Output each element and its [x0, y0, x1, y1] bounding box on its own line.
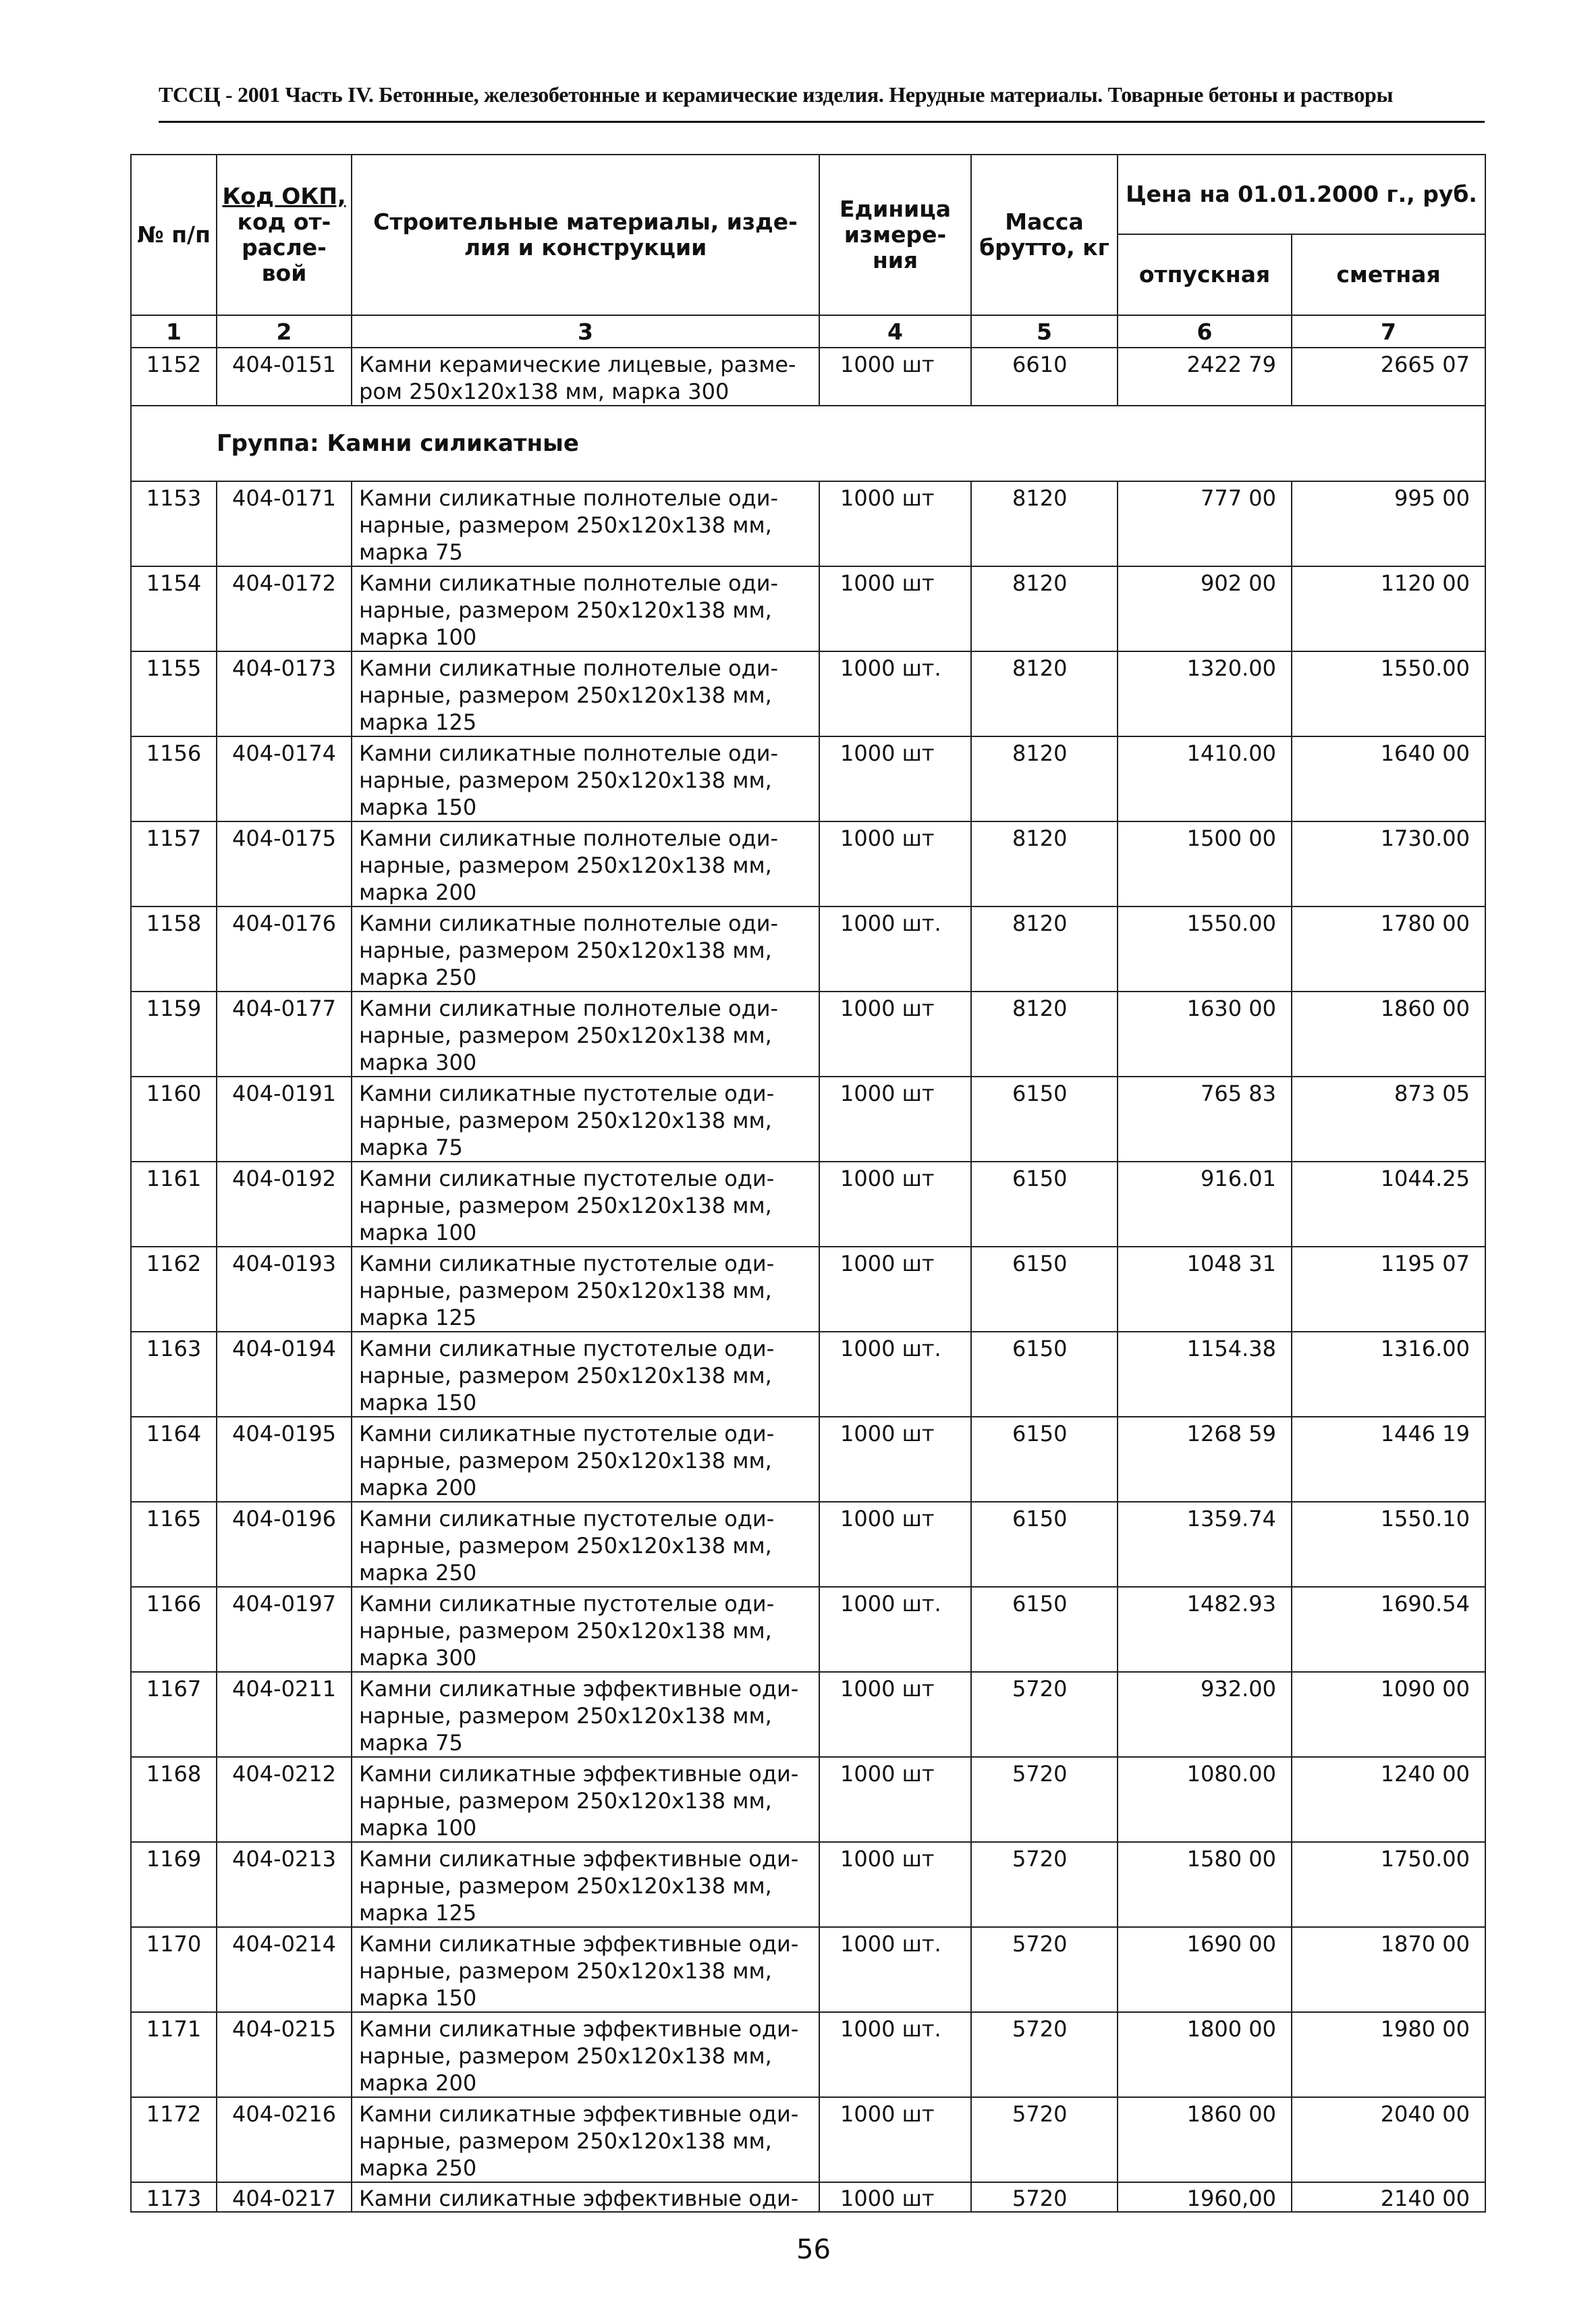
column-number-row: [131, 315, 1485, 348]
row-unit: 1000 шт.: [819, 906, 971, 992]
table-row: [131, 1502, 1485, 1587]
row-code: 404-0193: [217, 1247, 352, 1332]
row-mass: 5720: [971, 1757, 1118, 1842]
row-number: 1170: [131, 1927, 217, 2012]
row-description: Камни силикатные полнотелые оди-нарные, размером 250х120х138 мм, марка 125: [352, 651, 819, 736]
row-unit: 1000 шт: [819, 992, 971, 1077]
table-row: [131, 348, 1485, 406]
row-price-release: 1320.00: [1118, 651, 1292, 736]
row-price-estimate: 1550.10: [1292, 1502, 1485, 1587]
table-row: [131, 821, 1485, 906]
row-description: Камни силикатные эффективные оди-нарные, размером 250х120х138 мм, марка 250: [352, 2097, 819, 2182]
row-unit: 1000 шт: [819, 481, 971, 566]
table-row: [131, 481, 1485, 566]
row-code: 404-0176: [217, 906, 352, 992]
row-number: 1167: [131, 1672, 217, 1757]
row-mass: 6150: [971, 1502, 1118, 1587]
row-code: 404-0174: [217, 736, 352, 821]
row-unit: 1000 шт: [819, 821, 971, 906]
header-mass: Масса брутто, кг: [971, 155, 1118, 315]
row-price-estimate: 1120 00: [1292, 566, 1485, 651]
row-number: 1169: [131, 1842, 217, 1927]
row-code: 404-0211: [217, 1672, 352, 1757]
row-price-estimate: 1730.00: [1292, 821, 1485, 906]
group-row: [131, 406, 1485, 481]
running-title: ТССЦ - 2001 Часть IV. Бетонные, железобетонные и керамические изделия. Нерудные материалы. Товарные бетоны и растворы: [159, 82, 1485, 123]
column-number: 1: [131, 315, 217, 348]
row-number: 1166: [131, 1587, 217, 1672]
row-price-estimate: 2665 07: [1292, 348, 1485, 406]
header-code-okp: Код ОКП,: [222, 183, 346, 209]
row-mass: 5720: [971, 2012, 1118, 2097]
table-row: [131, 2097, 1485, 2182]
row-unit: 1000 шт: [819, 736, 971, 821]
row-unit: 1000 шт: [819, 348, 971, 406]
row-description: Камни силикатные эффективные оди-: [352, 2182, 819, 2212]
row-mass: 5720: [971, 1842, 1118, 1927]
table-row: [131, 1842, 1485, 1927]
header-num: № п/п: [131, 155, 217, 315]
table-row: [131, 651, 1485, 736]
row-unit: 1000 шт.: [819, 1587, 971, 1672]
row-price-release: 1500 00: [1118, 821, 1292, 906]
row-unit: 1000 шт.: [819, 1332, 971, 1417]
row-price-release: 916.01: [1118, 1162, 1292, 1247]
row-price-estimate: 1780 00: [1292, 906, 1485, 992]
row-code: 404-0172: [217, 566, 352, 651]
row-price-estimate: 1870 00: [1292, 1927, 1485, 2012]
row-number: 1164: [131, 1417, 217, 1502]
table-row: [131, 992, 1485, 1077]
row-mass: 8120: [971, 821, 1118, 906]
row-description: Камни силикатные пустотелые оди-нарные, размером 250х120х138 мм, марка 250: [352, 1502, 819, 1587]
header-code-branch: код от-расле-вой: [237, 209, 331, 286]
row-number: 1158: [131, 906, 217, 992]
row-number: 1152: [131, 348, 217, 406]
row-price-release: 1550.00: [1118, 906, 1292, 992]
row-code: 404-0192: [217, 1162, 352, 1247]
row-number: 1154: [131, 566, 217, 651]
row-unit: 1000 шт: [819, 1842, 971, 1927]
row-description: Камни силикатные пустотелые оди-нарные, размером 250х120х138 мм, марка 200: [352, 1417, 819, 1502]
row-code: 404-0177: [217, 992, 352, 1077]
row-price-estimate: 1690.54: [1292, 1587, 1485, 1672]
row-unit: 1000 шт: [819, 1162, 971, 1247]
row-price-release: 1960,00: [1118, 2182, 1292, 2212]
row-price-estimate: 1240 00: [1292, 1757, 1485, 1842]
price-table: [130, 154, 1486, 2213]
row-price-release: 1359.74: [1118, 1502, 1292, 1587]
row-code: 404-0216: [217, 2097, 352, 2182]
header-price-estimate: сметная: [1292, 234, 1485, 315]
header-row: [131, 155, 1485, 234]
header-name: Строительные материалы, изде-лия и конструкции: [352, 155, 819, 315]
row-description: Камни силикатные пустотелые оди-нарные, размером 250х120х138 мм, марка 125: [352, 1247, 819, 1332]
row-price-release: 902 00: [1118, 566, 1292, 651]
row-price-estimate: 1860 00: [1292, 992, 1485, 1077]
row-unit: 1000 шт: [819, 2182, 971, 2212]
row-mass: 6150: [971, 1417, 1118, 1502]
table-row: [131, 1332, 1485, 1417]
row-code: 404-0196: [217, 1502, 352, 1587]
row-description: Камни силикатные эффективные оди-нарные, размером 250х120х138 мм, марка 125: [352, 1842, 819, 1927]
row-description: Камни силикатные эффективные оди-нарные, размером 250х120х138 мм, марка 75: [352, 1672, 819, 1757]
row-price-release: 765 83: [1118, 1077, 1292, 1162]
row-description: Камни силикатные пустотелые оди-нарные, размером 250х120х138 мм, марка 150: [352, 1332, 819, 1417]
row-price-release: 1154.38: [1118, 1332, 1292, 1417]
row-description: Камни силикатные полнотелые оди-нарные, размером 250х120х138 мм, марка 75: [352, 481, 819, 566]
row-number: 1161: [131, 1162, 217, 1247]
row-price-estimate: 1550.00: [1292, 651, 1485, 736]
table-row: [131, 2182, 1485, 2212]
row-unit: 1000 шт: [819, 1077, 971, 1162]
row-unit: 1000 шт: [819, 1502, 971, 1587]
row-price-estimate: 1750.00: [1292, 1842, 1485, 1927]
row-code: 404-0151: [217, 348, 352, 406]
row-price-release: 1048 31: [1118, 1247, 1292, 1332]
header-code: [217, 155, 352, 315]
row-code: 404-0212: [217, 1757, 352, 1842]
row-mass: 8120: [971, 992, 1118, 1077]
row-price-release: 1580 00: [1118, 1842, 1292, 1927]
row-price-estimate: 1640 00: [1292, 736, 1485, 821]
row-price-release: 1860 00: [1118, 2097, 1292, 2182]
table-row: [131, 1417, 1485, 1502]
row-description: Камни силикатные полнотелые оди-нарные, размером 250х120х138 мм, марка 250: [352, 906, 819, 992]
row-unit: 1000 шт.: [819, 2012, 971, 2097]
row-price-release: 2422 79: [1118, 348, 1292, 406]
row-description: Камни силикатные полнотелые оди-нарные, размером 250х120х138 мм, марка 150: [352, 736, 819, 821]
row-mass: 8120: [971, 906, 1118, 992]
table-row: [131, 1757, 1485, 1842]
row-unit: 1000 шт.: [819, 1927, 971, 2012]
row-price-release: 1080.00: [1118, 1757, 1292, 1842]
table-row: [131, 1672, 1485, 1757]
row-mass: 6150: [971, 1077, 1118, 1162]
row-code: 404-0191: [217, 1077, 352, 1162]
row-price-estimate: 1090 00: [1292, 1672, 1485, 1757]
row-price-estimate: 1446 19: [1292, 1417, 1485, 1502]
header-price: Цена на 01.01.2000 г., руб.: [1118, 155, 1485, 234]
row-mass: 5720: [971, 2097, 1118, 2182]
row-number: 1173: [131, 2182, 217, 2212]
row-description: Камни силикатные пустотелые оди-нарные, размером 250х120х138 мм, марка 100: [352, 1162, 819, 1247]
row-unit: 1000 шт: [819, 1417, 971, 1502]
row-price-estimate: 2140 00: [1292, 2182, 1485, 2212]
page-number: 56: [796, 2234, 831, 2265]
row-price-release: 1482.93: [1118, 1587, 1292, 1672]
row-mass: 8120: [971, 481, 1118, 566]
row-mass: 6150: [971, 1587, 1118, 1672]
row-unit: 1000 шт: [819, 1672, 971, 1757]
table-row: [131, 736, 1485, 821]
table-row: [131, 1247, 1485, 1332]
row-mass: 6150: [971, 1247, 1118, 1332]
table-row: [131, 1587, 1485, 1672]
row-description: Камни керамические лицевые, разме-ром 250х120х138 мм, марка 300: [352, 348, 819, 406]
row-price-estimate: 1316.00: [1292, 1332, 1485, 1417]
column-number: 6: [1118, 315, 1292, 348]
row-mass: 8120: [971, 566, 1118, 651]
column-number: 7: [1292, 315, 1485, 348]
row-mass: 6150: [971, 1332, 1118, 1417]
row-unit: 1000 шт: [819, 1247, 971, 1332]
row-number: 1162: [131, 1247, 217, 1332]
row-mass: 8120: [971, 651, 1118, 736]
row-unit: 1000 шт: [819, 2097, 971, 2182]
table-row: [131, 1077, 1485, 1162]
row-code: 404-0197: [217, 1587, 352, 1672]
row-number: 1157: [131, 821, 217, 906]
table-row: [131, 566, 1485, 651]
row-code: 404-0213: [217, 1842, 352, 1927]
column-number: 3: [352, 315, 819, 348]
row-description: Камни силикатные полнотелые оди-нарные, размером 250х120х138 мм, марка 200: [352, 821, 819, 906]
row-price-estimate: 1195 07: [1292, 1247, 1485, 1332]
row-mass: 5720: [971, 1672, 1118, 1757]
header-unit: Единица измере-ния: [819, 155, 971, 315]
row-description: Камни силикатные пустотелые оди-нарные, размером 250х120х138 мм, марка 300: [352, 1587, 819, 1672]
row-price-estimate: 1980 00: [1292, 2012, 1485, 2097]
row-code: 404-0194: [217, 1332, 352, 1417]
table-row: [131, 1927, 1485, 2012]
column-number: 2: [217, 315, 352, 348]
row-description: Камни силикатные полнотелые оди-нарные, размером 250х120х138 мм, марка 300: [352, 992, 819, 1077]
row-number: 1159: [131, 992, 217, 1077]
row-price-release: 1690 00: [1118, 1927, 1292, 2012]
row-number: 1153: [131, 481, 217, 566]
row-price-release: 777 00: [1118, 481, 1292, 566]
row-unit: 1000 шт.: [819, 651, 971, 736]
row-code: 404-0195: [217, 1417, 352, 1502]
row-price-estimate: 873 05: [1292, 1077, 1485, 1162]
row-description: Камни силикатные эффективные оди-нарные, размером 250х120х138 мм, марка 150: [352, 1927, 819, 2012]
row-number: 1156: [131, 736, 217, 821]
group-label: Группа: Камни силикатные: [131, 406, 1485, 481]
row-description: Камни силикатные эффективные оди-нарные, размером 250х120х138 мм, марка 100: [352, 1757, 819, 1842]
row-code: 404-0173: [217, 651, 352, 736]
row-price-release: 1268 59: [1118, 1417, 1292, 1502]
row-mass: 6610: [971, 348, 1118, 406]
header-price-release: отпускная: [1118, 234, 1292, 315]
table-row: [131, 1162, 1485, 1247]
row-price-release: 932.00: [1118, 1672, 1292, 1757]
row-description: Камни силикатные пустотелые оди-нарные, размером 250х120х138 мм, марка 75: [352, 1077, 819, 1162]
row-unit: 1000 шт: [819, 1757, 971, 1842]
row-mass: 6150: [971, 1162, 1118, 1247]
row-price-release: 1800 00: [1118, 2012, 1292, 2097]
row-code: 404-0171: [217, 481, 352, 566]
row-number: 1160: [131, 1077, 217, 1162]
row-number: 1171: [131, 2012, 217, 2097]
row-number: 1163: [131, 1332, 217, 1417]
row-code: 404-0217: [217, 2182, 352, 2212]
row-price-estimate: 1044.25: [1292, 1162, 1485, 1247]
row-code: 404-0175: [217, 821, 352, 906]
row-number: 1165: [131, 1502, 217, 1587]
row-mass: 5720: [971, 1927, 1118, 2012]
row-code: 404-0214: [217, 1927, 352, 2012]
column-number: 4: [819, 315, 971, 348]
row-price-release: 1410.00: [1118, 736, 1292, 821]
table-row: [131, 2012, 1485, 2097]
row-description: Камни силикатные полнотелые оди-нарные, размером 250х120х138 мм, марка 100: [352, 566, 819, 651]
row-price-release: 1630 00: [1118, 992, 1292, 1077]
row-price-estimate: 2040 00: [1292, 2097, 1485, 2182]
row-number: 1168: [131, 1757, 217, 1842]
row-number: 1172: [131, 2097, 217, 2182]
column-number: 5: [971, 315, 1118, 348]
row-number: 1155: [131, 651, 217, 736]
row-description: Камни силикатные эффективные оди-нарные, размером 250х120х138 мм, марка 200: [352, 2012, 819, 2097]
row-code: 404-0215: [217, 2012, 352, 2097]
row-mass: 8120: [971, 736, 1118, 821]
row-unit: 1000 шт: [819, 566, 971, 651]
row-price-estimate: 995 00: [1292, 481, 1485, 566]
table-row: [131, 906, 1485, 992]
row-mass: 5720: [971, 2182, 1118, 2212]
